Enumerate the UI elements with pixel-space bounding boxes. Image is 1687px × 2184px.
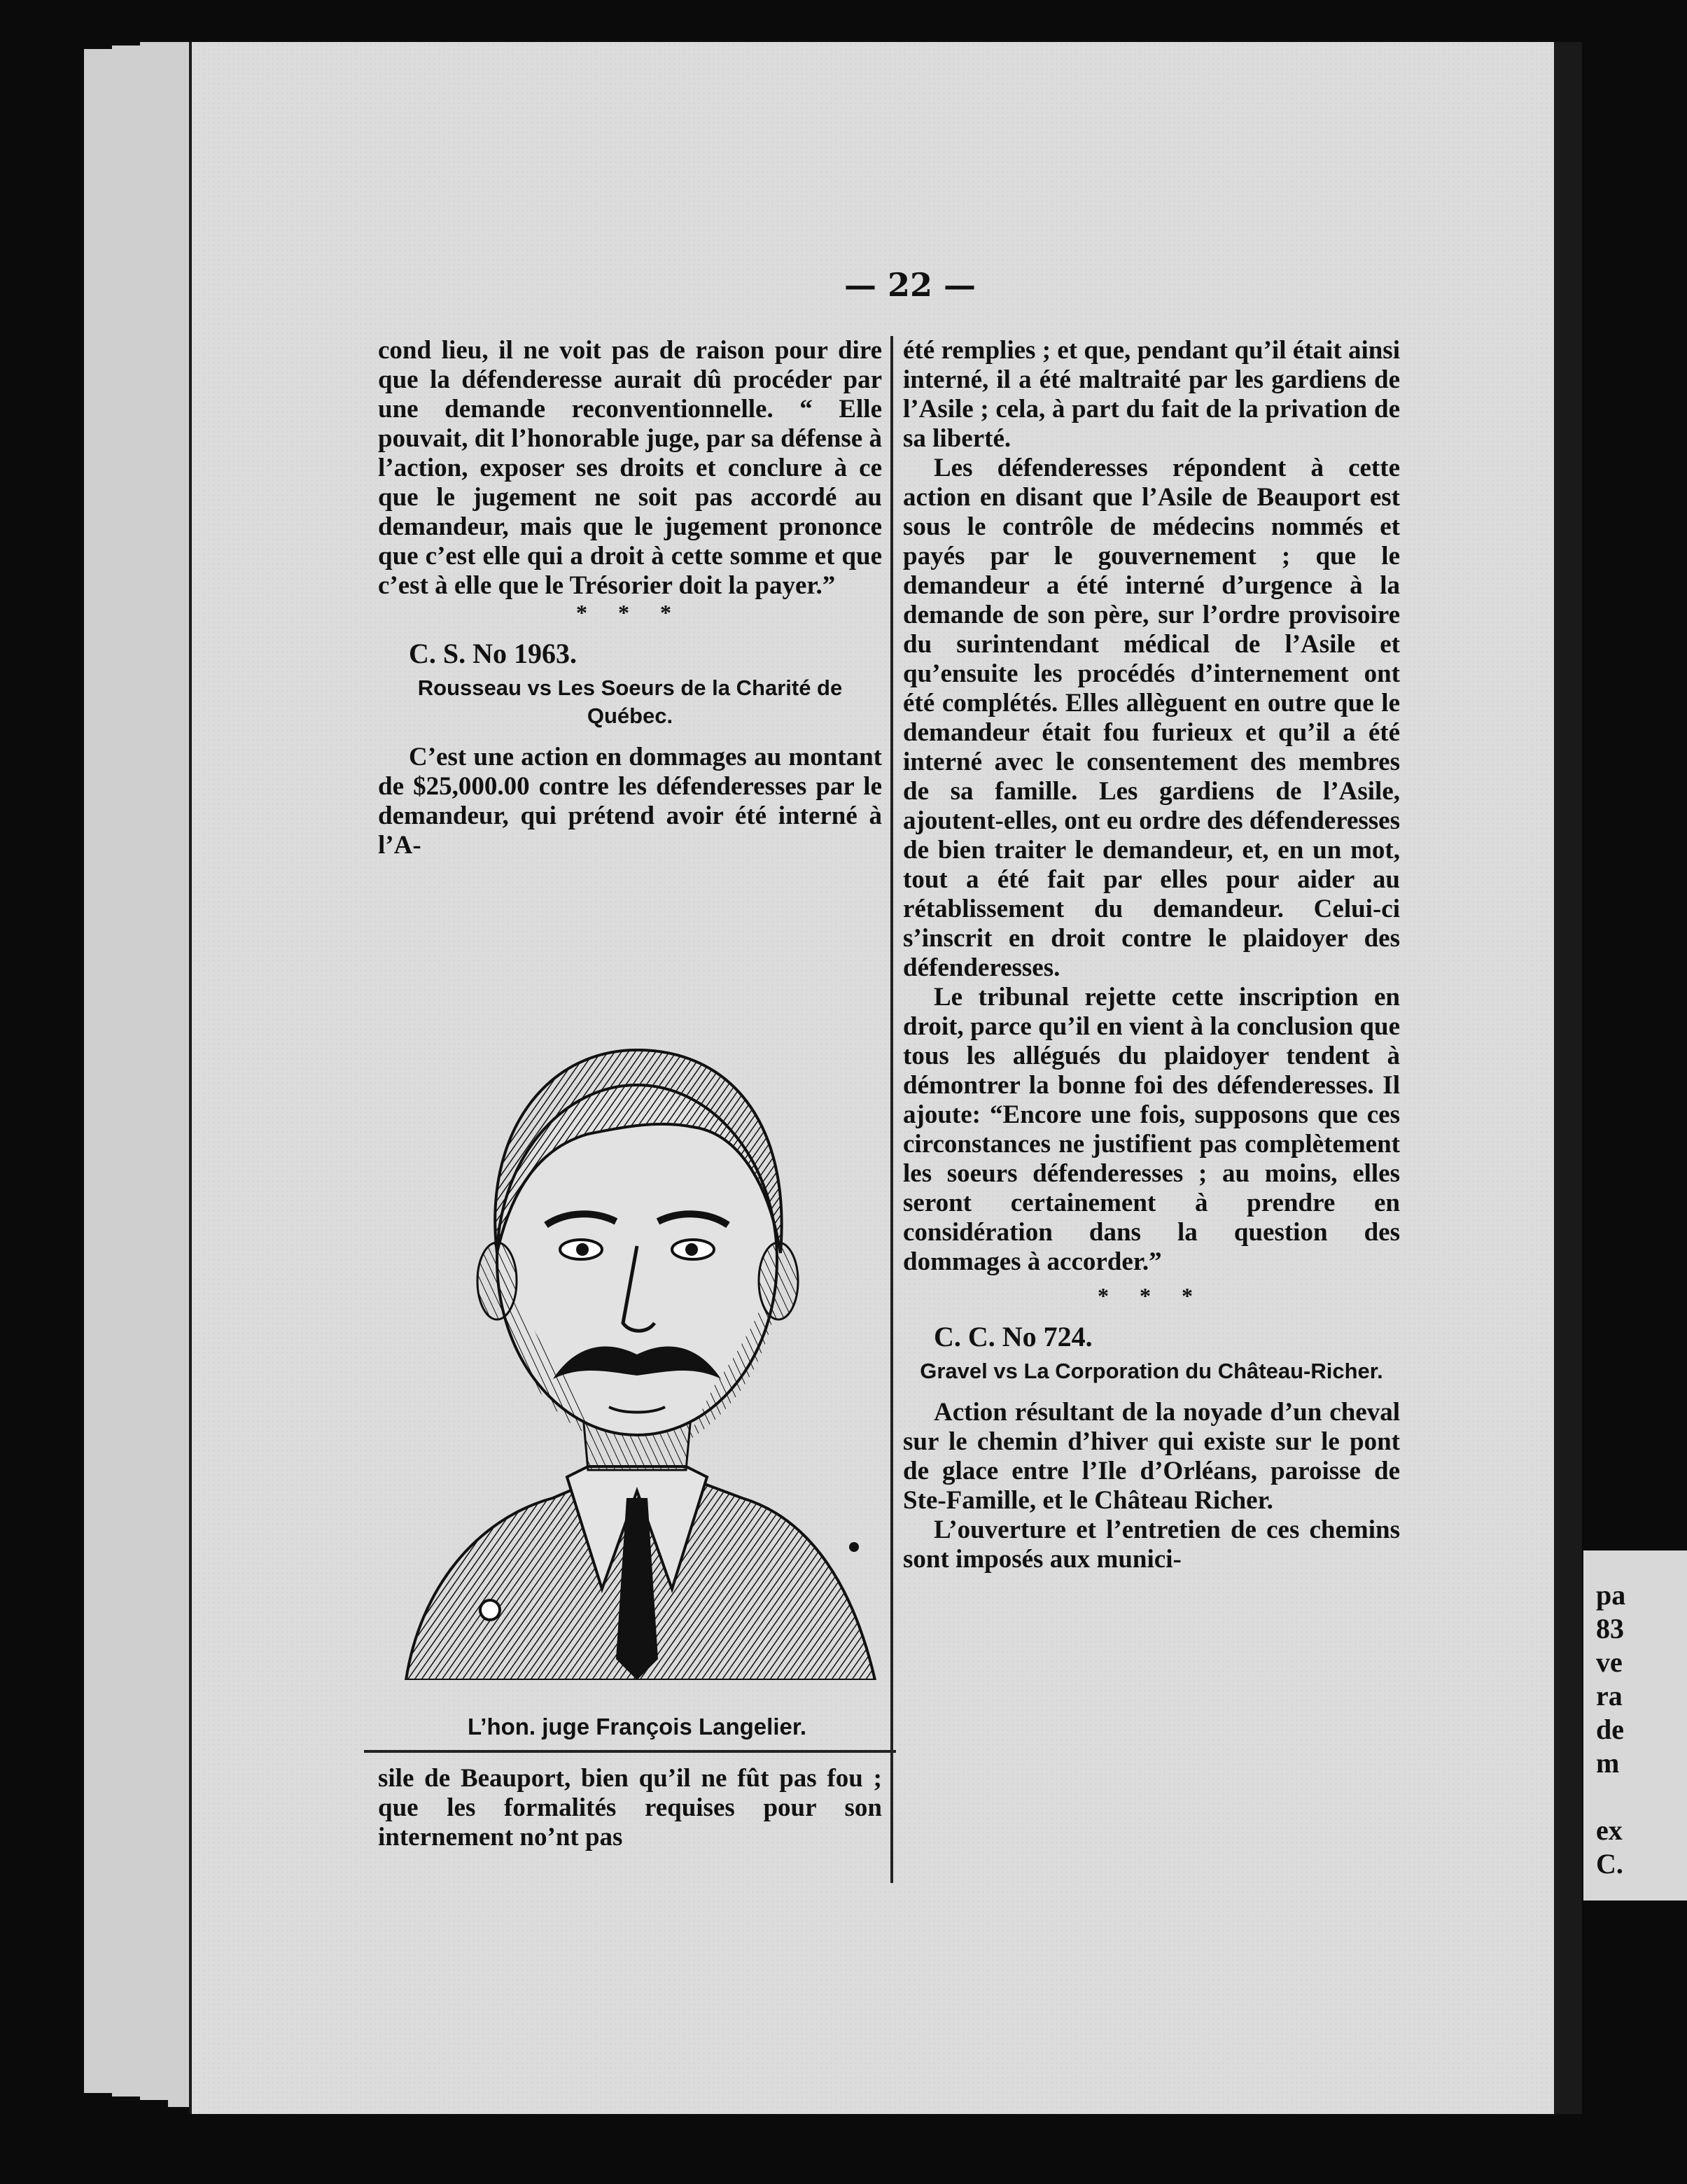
right-paragraph-3: Le tribunal rejette cette inscription en droit, parce qu’il en vient à la conclusion que tous les allégués du plaidoyer tendent à démontrer la bonne foi des défenderesses. Il ajoute: “Encore une fois, supposons que ces circonstances ne justifient pas complètement les soeurs défenderesses ; au moins, elles seront certainement à prendre en considération dans la question des dommages à accorder.”	[903, 983, 1400, 1276]
case-number: C. C. No 724.	[934, 1321, 1093, 1352]
right-paragraph-5: L’ouverture et l’entretien de ces chemins sont imposés aux munici-	[903, 1516, 1400, 1574]
fragment-line: ra	[1596, 1680, 1623, 1712]
left-column	[378, 336, 882, 860]
case-number: C. S. No 1963.	[409, 638, 578, 669]
right-paragraph-2: Les défenderesses répondent à cette action en disant que l’Asile de Beauport est sous le contrôle de médecins nommés et payés par le gouvernement ; que le demandeur a été interné d’urgence à la demande de son père, sur l’ordre provisoire du surintendant médical de l’Asile et qu’ensuite les procédés d’internement ont été complétés. Elles allèguent en outre que le demandeur était fou furieux et qu’il a été interné avec le consentement des membres de sa famille. Les gardiens de l’Asile, ajoutent-elles, ont eu ordre des défenderesses de bien traiter le demandeur, et, en un mot, tout a été fait par elles pour aider au rétablissement du demandeur. Celui-ci s’inscrit en droit contre le plaidoyer des défenderesses.	[903, 454, 1400, 982]
fragment-line: pa	[1596, 1579, 1626, 1611]
fragment-line: de	[1596, 1714, 1624, 1745]
left-paragraph-2: C’est une action en dommages au montant de $25,000.00 contre les défenderesses par le demandeur, qui prétend avoir été interné à l’A-	[378, 743, 882, 860]
column-divider	[890, 336, 893, 1883]
facing-page-fragment	[1583, 1550, 1687, 1900]
left-column-bottom	[378, 1764, 882, 1852]
caption-rule	[364, 1750, 896, 1753]
case-title: Rousseau vs Les Soeurs de la Charité de Québec.	[417, 676, 843, 728]
page-number: — 22 —	[844, 266, 976, 304]
left-paragraph-3: sile de Beauport, bien qu’il ne fût pas fou ; que les formalités requises pour son internement no’nt pas	[378, 1764, 882, 1851]
portrait-engraving	[392, 959, 882, 1680]
fragment-line: m	[1596, 1747, 1620, 1779]
portrait-caption: L’hon. juge François Langelier.	[467, 1714, 807, 1740]
case-title: Gravel vs La Corporation du Château-Richer.	[920, 1359, 1383, 1383]
left-paragraph-1: cond lieu, il ne voit pas de raison pour dire que la défenderesse aurait dû procéder par une demande reconventionnelle. “ Elle pouvait, dit l’honorable juge, par sa défense à l’action, exposer ses droits et conclure à ce que le jugement ne soit pas accordé au demandeur, mais que le jugement prononce que c’est elle qui a droit à cette somme et que c’est à elle que le Trésorier doit la payer.”	[378, 336, 882, 600]
fragment-line: C.	[1596, 1848, 1623, 1879]
binding-shadow	[1554, 42, 1582, 2114]
fragment-line	[1596, 1780, 1687, 1814]
fragment-line: 83	[1596, 1613, 1624, 1644]
section-separator: * * *	[1098, 1283, 1205, 1308]
fragment-line: ve	[1596, 1646, 1623, 1678]
right-column	[903, 336, 1400, 1574]
right-paragraph-1: été remplies ; et que, pendant qu’il était ainsi interné, il a été maltraité par les gardiens de l’Asile ; cela, à part du fait de la privation de sa liberté.	[903, 336, 1400, 453]
fragment-line: ex	[1596, 1814, 1623, 1846]
right-paragraph-4: Action résultant de la noyade d’un cheval sur le chemin d’hiver qui existe sur le pont de glace entre l’Ile d’Orléans, paroisse de Ste-Famille, et le Château Richer.	[903, 1398, 1400, 1515]
section-separator: * * *	[576, 600, 684, 625]
